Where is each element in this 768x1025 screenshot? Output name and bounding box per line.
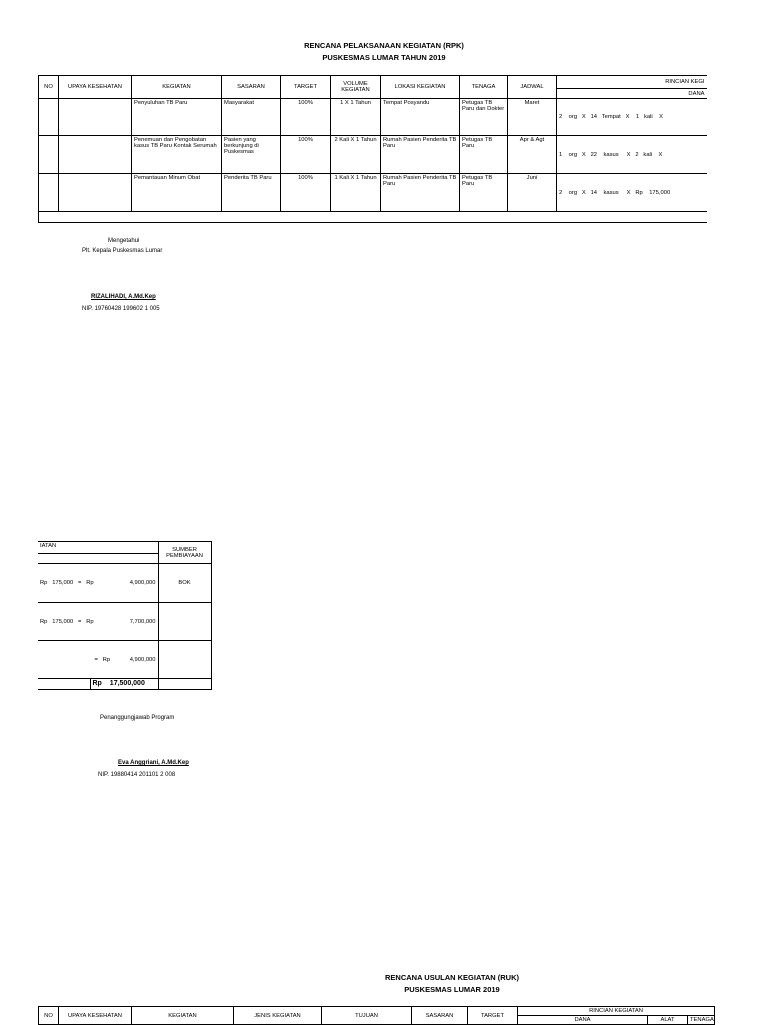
ruk-header-target: TARGET xyxy=(468,1007,518,1025)
cell-lokasi: Rumah Pasien Penderita TB Paru xyxy=(381,174,460,212)
header-volume: VOLUME KEGIATAN xyxy=(331,76,381,99)
rpk-sign-line2: Plt. Kepala Puskesmas Lumar xyxy=(82,248,163,254)
cell-lokasi: Rumah Pasien Penderita TB Paru xyxy=(381,136,460,174)
row-calc: Rp 175,000 = Rp xyxy=(40,618,94,625)
header-tenaga: TENAGA xyxy=(460,76,508,99)
rpk-subtitle: PUSKESMAS LUMAR TAHUN 2019 xyxy=(322,53,446,62)
ruk-header-rincian: RINCIAN KEGIATAN xyxy=(518,1007,715,1016)
total-label: Rp xyxy=(92,680,102,687)
ruk-header-alat: ALAT xyxy=(648,1016,688,1025)
cell-kegiatan: Pemantauan Minum Obat xyxy=(132,174,222,212)
ruk-header-tenaga: TENAGA xyxy=(688,1016,715,1025)
header-sumber: SUMBER PEMBIAYAAN xyxy=(158,542,211,564)
cell-jadwal: Juni xyxy=(508,174,557,212)
header-lokasi: LOKASI KEGIATAN xyxy=(381,76,460,99)
ruk-table xyxy=(38,1006,715,1025)
header-rincian: RINCIAN KEGI xyxy=(557,76,707,89)
cell-target: 100% xyxy=(281,99,331,136)
cell-kegiatan: Penyuluhan TB Paru xyxy=(132,99,222,136)
row-calc: = Rp xyxy=(94,656,111,663)
header-sasaran: SASARAN xyxy=(222,76,281,99)
cell-dana: 2 org X 14 kasus X Rp 175,000 xyxy=(557,174,707,212)
continuation-table xyxy=(38,541,212,690)
row-amount: 4,900,000 xyxy=(129,656,156,663)
total-row xyxy=(38,679,211,690)
header-jadwal: JADWAL xyxy=(508,76,557,99)
cell-tenaga: Petugas TB Paru xyxy=(460,174,508,212)
table-row xyxy=(39,174,707,212)
rpk-sign-name: RIZALIHADI, A.Md.Kep xyxy=(91,294,156,300)
cell-sasaran: Pasien yang berkunjung di Puskesmas xyxy=(222,136,281,174)
cell-volume: 1 Kali X 1 Tahun xyxy=(331,174,381,212)
cell-volume: 2 Kali X 1 Tahun xyxy=(331,136,381,174)
row-sumber: BOK xyxy=(158,564,211,603)
cell-jadwal: Maret xyxy=(508,99,557,136)
rpk-title: RENCANA PELAKSANAAN KEGIATAN (RPK) xyxy=(304,41,464,50)
row-amount: 4,900,000 xyxy=(129,580,156,586)
cell-sasaran: Masyarakat xyxy=(222,99,281,136)
cell-kegiatan: Penemuan dan Pengobatan kasus TB Paru Kontak Serumah xyxy=(132,136,222,174)
ruk-header-upaya: UPAYA KESEHATAN xyxy=(59,1007,132,1025)
table-row xyxy=(39,136,707,174)
row-sumber xyxy=(158,641,211,679)
row-sumber xyxy=(158,603,211,641)
cell-dana: 2 org X 14 Tempat X 1 kali X xyxy=(557,99,707,136)
rpk-sign-nip: NIP. 19760428 199602 1 005 xyxy=(82,306,160,312)
continuation-header: IATAN xyxy=(38,542,158,554)
cell-tenaga: Petugas TB Paru dan Dokter xyxy=(460,99,508,136)
ruk-subtitle: PUSKESMAS LUMAR 2019 xyxy=(404,985,500,994)
table-row xyxy=(38,603,211,641)
header-target: TARGET xyxy=(281,76,331,99)
p2-sign-line1: Penanggungjawab Program xyxy=(100,715,175,721)
p2-sign-name: Eva Anggriani, A.Md.Kep xyxy=(118,760,189,766)
cell-target: 100% xyxy=(281,136,331,174)
total-amount: 17,500,000 xyxy=(109,680,145,687)
rpk-sign-line1: Mengetahui xyxy=(108,238,140,244)
header-no: NO xyxy=(39,76,59,99)
cell-target: 100% xyxy=(281,174,331,212)
table-row xyxy=(39,99,707,136)
ruk-title: RENCANA USULAN KEGIATAN (RUK) xyxy=(384,973,520,982)
ruk-header-dana: DANA xyxy=(518,1016,648,1025)
ruk-header-jenis: JENIS KEGIATAN xyxy=(234,1007,322,1025)
row-amount: 7,700,000 xyxy=(129,618,156,625)
cell-dana: 1 org X 22 kasus X 2 kali X xyxy=(557,136,707,174)
header-upaya: UPAYA KESEHATAN xyxy=(59,76,132,99)
table-row xyxy=(38,564,211,603)
row-calc: Rp 175,000 = Rp xyxy=(40,580,94,586)
cell-sasaran: Penderita TB Paru xyxy=(222,174,281,212)
header-kegiatan: KEGIATAN xyxy=(132,76,222,99)
table-row-empty xyxy=(39,212,707,223)
cell-volume: 1 X 1 Tahun xyxy=(331,99,381,136)
ruk-header-sasaran: SASARAN xyxy=(412,1007,468,1025)
table-row xyxy=(38,641,211,679)
cell-tenaga: Petugas TB Paru xyxy=(460,136,508,174)
p2-sign-nip: NIP. 19880414 201101 2 008 xyxy=(98,772,176,778)
cell-lokasi: Tempat Posyandu xyxy=(381,99,460,136)
ruk-header-tujuan: TUJUAN xyxy=(322,1007,412,1025)
ruk-header-kegiatan: KEGIATAN xyxy=(132,1007,234,1025)
header-dana: DANA xyxy=(557,89,707,99)
ruk-header-no: NO xyxy=(39,1007,59,1025)
rpk-table xyxy=(38,75,707,223)
cell-jadwal: Apr & Agt xyxy=(508,136,557,174)
